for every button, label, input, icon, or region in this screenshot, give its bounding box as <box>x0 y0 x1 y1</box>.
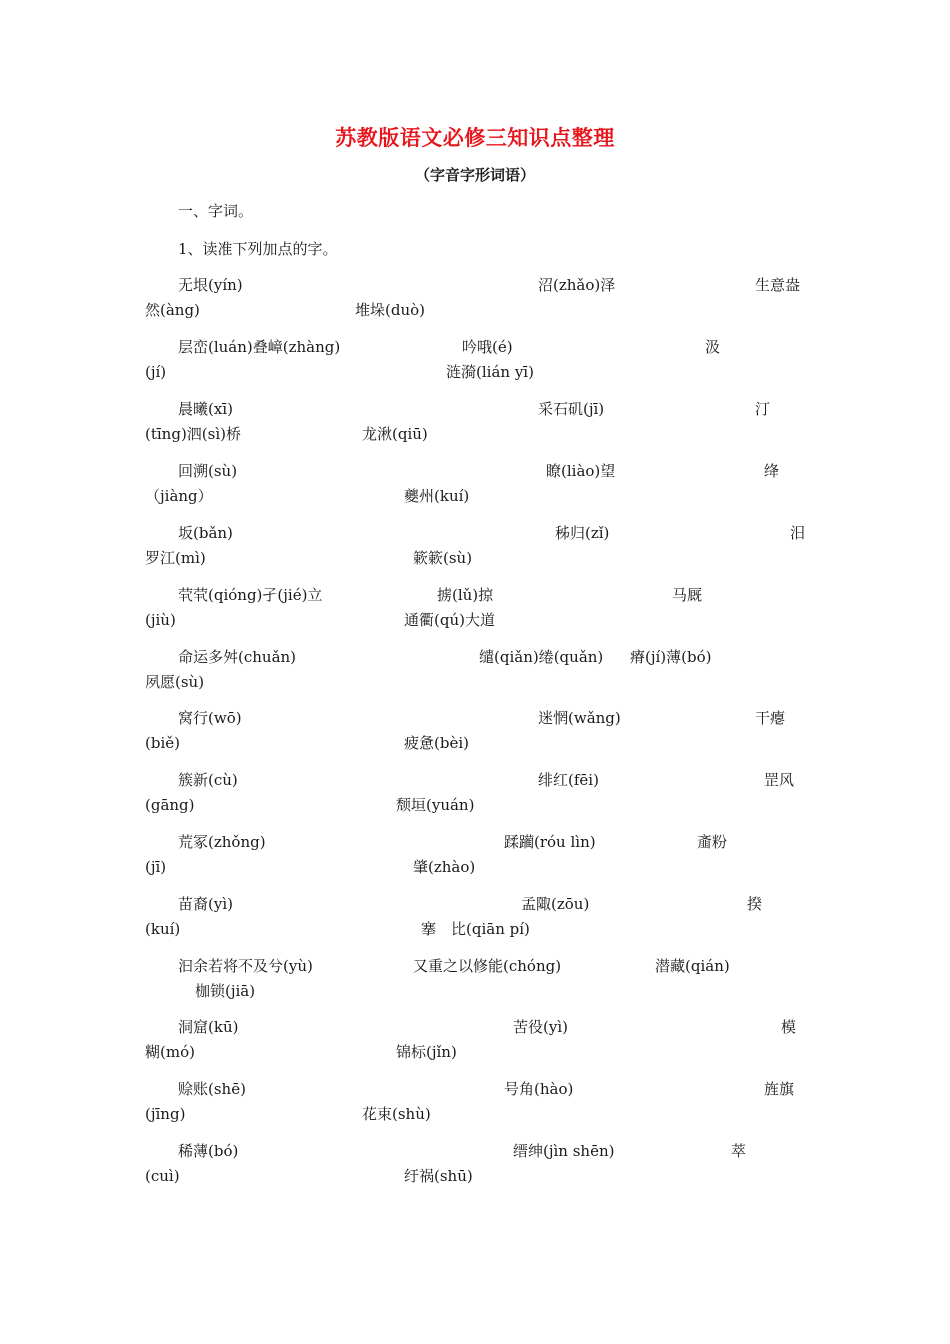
section-heading: 一、字词。 <box>178 202 254 220</box>
vocab-item: 赊账(shē) <box>178 1080 246 1098</box>
vocab-item: 汀 <box>755 400 771 418</box>
vocab-item-continued: （jiàng） <box>145 487 213 505</box>
vocab-item: 簌簌(sù) <box>413 549 473 567</box>
vocab-item-continued: (cuì) <box>145 1167 180 1185</box>
vocab-item: 稀薄(bó) <box>178 1142 239 1160</box>
vocab-item: 搴 比(qiān pí) <box>421 920 530 938</box>
vocab-item: 龙湫(qiū) <box>362 425 428 443</box>
vocab-item: 罡风 <box>764 771 795 789</box>
vocab-item: 夙愿(sù) <box>145 673 205 691</box>
vocab-item: 命运多舛(chuǎn) <box>178 648 297 666</box>
vocab-item: 通衢(qú)大道 <box>404 611 495 629</box>
vocab-item: 旌旗 <box>764 1080 795 1098</box>
vocab-item: 模 <box>781 1018 797 1036</box>
vocab-item: 茕茕(qióng)孑(jié)立 <box>178 586 323 604</box>
vocab-item: 坂(bǎn) <box>178 524 233 542</box>
vocab-item: 绯红(fēi) <box>538 771 599 789</box>
vocab-item: 干瘪 <box>755 709 786 727</box>
subsection-heading: 1、读准下列加点的字。 <box>178 240 338 258</box>
vocab-item: 堆垛(duò) <box>355 301 425 319</box>
vocab-item: 回溯(sù) <box>178 462 238 480</box>
vocab-item: 窝行(wō) <box>178 709 242 727</box>
vocab-item-continued: (jī) <box>145 858 167 876</box>
vocab-item: 晨曦(xī) <box>178 400 233 418</box>
vocab-item: 采石矶(jī) <box>538 400 605 418</box>
vocab-item: 无垠(yín) <box>178 276 243 294</box>
vocab-item: 簇新(cù) <box>178 771 238 789</box>
vocab-item: 汨 <box>790 524 806 542</box>
vocab-item: 疲惫(bèi) <box>404 734 469 752</box>
vocab-item: 吟哦(é) <box>462 338 513 356</box>
vocab-item: 瘠(jí)薄(bó) <box>630 648 712 666</box>
vocab-item-continued: (jīng) <box>145 1105 186 1123</box>
vocab-item: 生意盎 <box>755 276 801 294</box>
vocab-item: 汩余若将不及兮(yù) <box>178 957 313 975</box>
vocab-item: 瞭(liào)望 <box>546 462 616 480</box>
vocab-item: 齑粉 <box>697 833 728 851</box>
vocab-item: 萃 <box>731 1142 747 1160</box>
vocab-item: 潜藏(qián) <box>655 957 730 975</box>
vocab-item: 锦标(jǐn) <box>396 1043 457 1061</box>
vocab-item: 涟漪(lián yī) <box>446 363 534 381</box>
vocab-item: 揆 <box>747 895 763 913</box>
vocab-item-continued: 罗江(mì) <box>145 549 206 567</box>
vocab-item: 枷锁(jiā) <box>195 982 256 1000</box>
vocab-item: 号角(hào) <box>504 1080 574 1098</box>
vocab-item-continued: (biě) <box>145 734 180 752</box>
vocab-item: 苗裔(yì) <box>178 895 233 913</box>
vocab-item: 缙绅(jìn shēn) <box>513 1142 615 1160</box>
document-title: 苏教版语文必修三知识点整理 <box>335 125 615 150</box>
vocab-item: 蹂躏(róu lìn) <box>504 833 596 851</box>
vocab-item: 迷惘(wǎng) <box>538 709 621 727</box>
vocab-item: 沼(zhǎo)泽 <box>538 276 616 294</box>
vocab-item: 马厩 <box>672 586 703 604</box>
document-subtitle: （字音字形词语） <box>414 166 535 184</box>
vocab-item-continued: (jiù) <box>145 611 176 629</box>
vocab-item: 肇(zhào) <box>413 858 476 876</box>
vocab-item-continued: (tīng)泗(sì)桥 <box>145 425 241 443</box>
vocab-item: 孟陬(zōu) <box>521 895 590 913</box>
vocab-item: 缱(qiǎn)绻(quǎn) <box>479 648 604 666</box>
vocab-item-continued: 糊(mó) <box>145 1043 195 1061</box>
vocab-item: 层峦(luán)叠嶂(zhàng) <box>178 338 341 356</box>
vocab-item: 荒冢(zhǒng) <box>178 833 266 851</box>
vocab-item: 洞窟(kū) <box>178 1018 239 1036</box>
vocab-item: 颓垣(yuán) <box>396 796 475 814</box>
vocab-item-continued: 然(àng) <box>145 301 200 319</box>
vocab-item-continued: (kuí) <box>145 920 181 938</box>
vocab-item: 掳(lǔ)掠 <box>437 586 494 604</box>
vocab-item-continued: (gāng) <box>145 796 195 814</box>
vocab-item: 苦役(yì) <box>513 1018 568 1036</box>
vocab-item: 纡祸(shū) <box>404 1167 473 1185</box>
vocab-item: 夔州(kuí) <box>404 487 470 505</box>
vocab-item: 绛 <box>764 462 780 480</box>
vocab-item: 又重之以修能(chóng) <box>413 957 562 975</box>
vocab-item: 秭归(zǐ) <box>555 524 610 542</box>
vocab-item: 汲 <box>705 338 721 356</box>
vocab-item: 花束(shù) <box>362 1105 431 1123</box>
vocab-item-continued: (jí) <box>145 363 167 381</box>
